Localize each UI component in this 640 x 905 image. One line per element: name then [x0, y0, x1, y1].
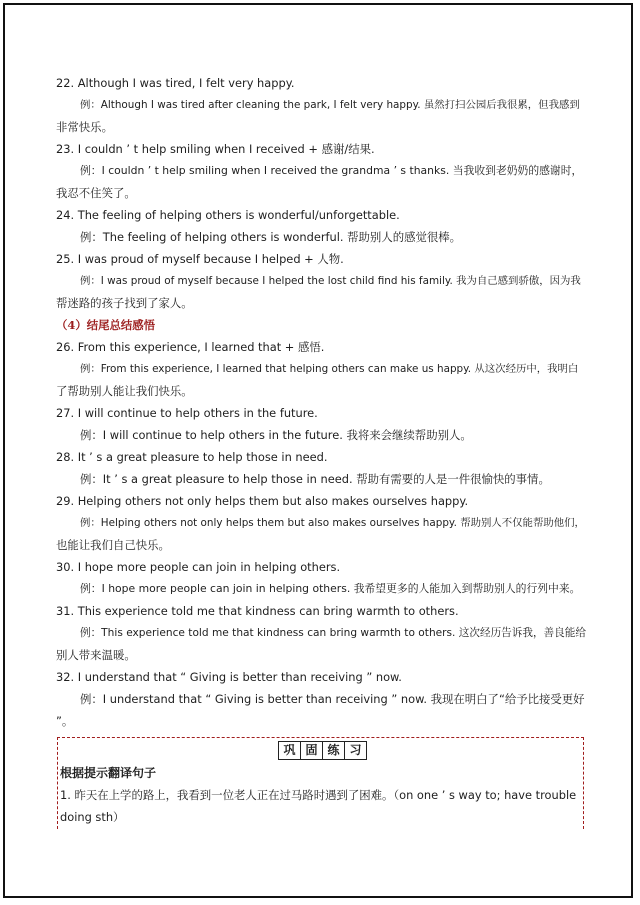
exercise-box [57, 737, 584, 829]
example-continuation: 也能让我们自己快乐。 [56, 538, 170, 552]
example-sentence: 例：I hope more people can join in helping others. 我希望更多的人能加入到帮助别人的行列中来。 [80, 582, 581, 595]
sentence-pattern: 29. Helping others not only helps them but also makes ourselves happy. [56, 494, 469, 508]
sentence-pattern: 23. I couldn ’ t help smiling when I received + 感谢/结果. [56, 142, 375, 156]
example-sentence: 例：Helping others not only helps them but also makes ourselves happy. 帮助别人不仅能帮助他们， [80, 517, 585, 529]
example-sentence: 例：This experience told me that kindness can bring warmth to others. 这次经历告诉我，善良能给 [80, 627, 586, 639]
sentence-pattern: 32. I understand that “ Giving is better than receiving ” now. [56, 670, 402, 684]
exercise-heading: 根据提示翻译句子 [60, 766, 157, 780]
sentence-pattern: 25. I was proud of myself because I helped + 人物. [56, 252, 344, 266]
exercise-title-char: 巩 [283, 743, 296, 757]
example-sentence: 例：I couldn ’ t help smiling when I received the grandma ’ s thanks. 当我收到老奶奶的感谢时， [80, 164, 583, 177]
example-sentence: 例：From this experience, I learned that helping others can make us happy. 从这次经历中，我明白 [80, 363, 579, 375]
sentence-pattern: 30. I hope more people can join in helping others. [56, 560, 341, 574]
exercise-title-char: 习 [344, 742, 366, 759]
example-continuation: 帮迷路的孩子找到了家人。 [56, 296, 193, 310]
example-continuation: 我忍不住笑了。 [56, 186, 136, 200]
example-sentence: 例：Although I was tired after cleaning the park, I felt very happy. 虽然打扫公园后我很累，但我感到 [80, 99, 580, 111]
sentence-pattern: 26. From this experience, I learned that + 感悟. [56, 340, 325, 354]
sentence-pattern: 31. This experience told me that kindness can bring warmth to others. [56, 604, 459, 618]
exercise-title-char: 练 [322, 742, 344, 759]
example-sentence: 例：I was proud of myself because I helped the lost child find his family. 我为自己感到骄傲，因为我 [80, 275, 581, 287]
example-sentence: 例：The feeling of helping others is wonderful. 帮助别人的感觉很棒。 [80, 230, 462, 244]
document-body [56, 72, 586, 732]
example-sentence: 例：It ’ s a great pleasure to help those in need. 帮助有需要的人是一件很愉快的事情。 [80, 472, 550, 486]
exercise-title-char: 固 [300, 742, 322, 759]
exercise-title [278, 741, 367, 760]
example-continuation: 了帮助别人能让我们快乐。 [56, 384, 193, 398]
example-continuation: 非常快乐。 [56, 120, 113, 134]
section-heading: （4）结尾总结感悟 [56, 318, 156, 332]
example-continuation: 别人带来温暖。 [56, 648, 136, 662]
sentence-pattern: 22. Although I was tired, I felt very happy. [56, 76, 295, 90]
sentence-pattern: 28. It ’ s a great pleasure to help those in need. [56, 450, 328, 464]
example-sentence: 例：I will continue to help others in the future. 我将来会继续帮助别人。 [80, 428, 472, 442]
sentence-pattern: 27. I will continue to help others in the future. [56, 406, 318, 420]
sentence-pattern: 24. The feeling of helping others is wonderful/unforgettable. [56, 208, 400, 222]
example-continuation: ”。 [56, 714, 74, 728]
exercise-question: 1. 昨天在上学的路上，我看到一位老人正在过马路时遇到了困难。（on one ’ s way to; have trouble doing sth） [60, 788, 577, 824]
example-sentence: 例：I understand that “ Giving is better than receiving ” now. 我现在明白了“给予比接受更好 [80, 692, 585, 706]
